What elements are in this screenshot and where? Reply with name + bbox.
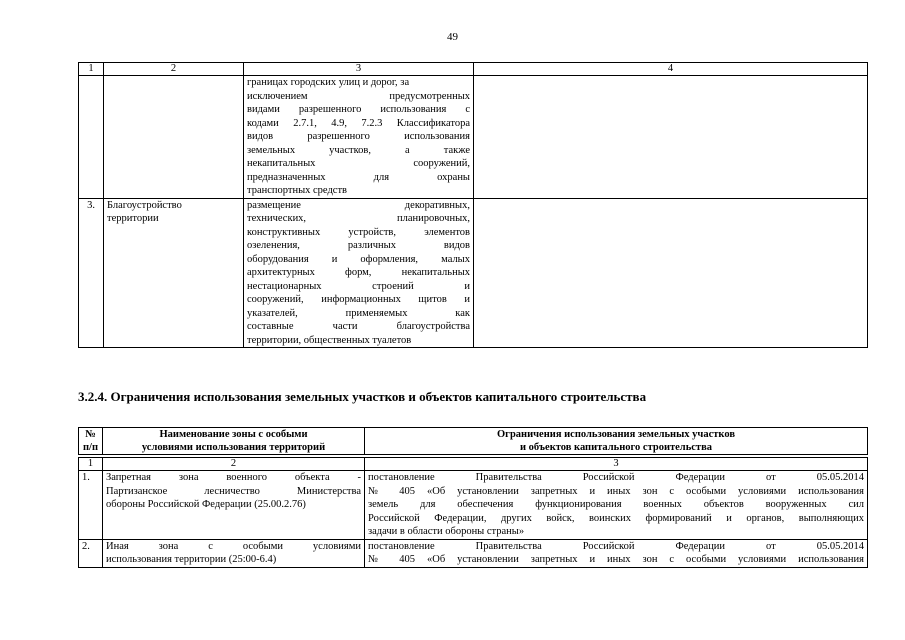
header-line: и объектов капитального строительства bbox=[520, 442, 712, 453]
description-line: территории, общественных туалетов bbox=[247, 334, 412, 346]
header-line: условиями использования территорий bbox=[141, 442, 326, 453]
use-type-extra bbox=[474, 76, 868, 199]
row-number bbox=[79, 76, 104, 199]
land-use-table bbox=[78, 62, 868, 348]
restriction-line: постановление Правительства Российской Федерации от 05.05.2014 bbox=[368, 540, 864, 552]
description-line: видами разрешенного использования с bbox=[247, 104, 470, 115]
table-row bbox=[79, 198, 868, 348]
description-line: озеленения, различных видов bbox=[247, 240, 470, 251]
description-line: некапитальных сооружений, bbox=[247, 158, 470, 169]
row-number: 2. bbox=[79, 539, 103, 567]
column-number-row bbox=[79, 63, 868, 76]
table-row bbox=[79, 471, 868, 540]
description-line: границах городских улиц и дорог, за bbox=[247, 77, 410, 88]
description-line: предназначенных для охраны bbox=[247, 171, 470, 183]
column-number-row bbox=[79, 458, 868, 471]
column-number: 4 bbox=[474, 63, 868, 76]
column-number: 3 bbox=[244, 63, 474, 76]
header-line: п/п bbox=[82, 442, 99, 453]
restriction-text bbox=[365, 471, 868, 540]
header-line: Ограничения использования земельных участков bbox=[497, 429, 735, 440]
description-line: видов разрешенного использования bbox=[247, 131, 470, 142]
table-row bbox=[79, 539, 868, 567]
restriction-line: Российской Федерации, других войск, воинских формирований и органов, выполняющих bbox=[368, 512, 864, 524]
description-line: исключением предусмотренных bbox=[247, 90, 470, 102]
name-line: территории bbox=[107, 213, 159, 224]
zone-line: Иная зона с особыми условиями bbox=[106, 540, 361, 552]
description-line: размещение декоративных, bbox=[247, 199, 470, 211]
column-number: 3 bbox=[365, 458, 868, 471]
name-line: Благоустройство bbox=[107, 199, 182, 211]
restriction-line: № 405 «Об установлении запретных и иных зон с особыми условиями использования bbox=[368, 554, 864, 565]
description-line: указателей, применяемых как bbox=[247, 307, 470, 319]
description-line: нестационарных строений и bbox=[247, 280, 470, 292]
use-type-name bbox=[104, 76, 244, 199]
row-number: 1. bbox=[79, 471, 103, 540]
column-number: 2 bbox=[103, 458, 365, 471]
zone-line: Запретная зона военного объекта - bbox=[106, 472, 361, 483]
restriction-line: задачи в области обороны страны» bbox=[368, 526, 525, 537]
description-line: сооружений, информационных щитов и bbox=[247, 294, 470, 305]
zone-restrictions-table bbox=[78, 427, 868, 568]
use-type-description bbox=[244, 198, 474, 348]
use-type-extra bbox=[474, 198, 868, 348]
restrictions-header bbox=[365, 428, 868, 455]
zone-name bbox=[103, 471, 365, 540]
description-line: архитектурных форм, некапитальных bbox=[247, 267, 470, 278]
column-number: 1 bbox=[79, 63, 104, 76]
description-line: оборудования и оформления, малых bbox=[247, 253, 470, 265]
header-line: № bbox=[85, 429, 96, 440]
row-number: 3. bbox=[79, 198, 104, 348]
zone-name-header bbox=[103, 428, 365, 455]
restriction-text bbox=[365, 539, 868, 567]
use-type-name bbox=[104, 198, 244, 348]
header-line: Наименование зоны с особыми bbox=[159, 429, 308, 440]
restriction-line: № 405 «Об установлении запретных и иных зон с особыми условиями использования bbox=[368, 485, 864, 497]
zone-name bbox=[103, 539, 365, 567]
description-line: конструктивных устройств, элементов bbox=[247, 226, 470, 238]
zone-line: использования территории (25:00-6.4) bbox=[106, 554, 277, 565]
column-number: 2 bbox=[104, 63, 244, 76]
column-number: 1 bbox=[79, 458, 103, 471]
num-header bbox=[79, 428, 103, 455]
description-line: кодами 2.7.1, 4.9, 7.2.3 Классификатора bbox=[247, 117, 470, 129]
page-number: 49 bbox=[447, 31, 458, 43]
use-type-description bbox=[244, 76, 474, 199]
description-line: земельных участков, а также bbox=[247, 144, 470, 156]
section-title: 3.2.4. Ограничения использования земельных участков и объектов капитального строительства bbox=[78, 389, 647, 404]
description-line: транспортных средств bbox=[247, 185, 348, 196]
description-line: технических, планировочных, bbox=[247, 213, 470, 224]
header-row bbox=[79, 428, 868, 455]
zone-line: Партизанское лесничество Министерства bbox=[106, 485, 361, 497]
restriction-line: земель для обеспечения функционирования военных объектов вооруженных сил bbox=[368, 499, 864, 510]
restriction-line: постановление Правительства Российской Федерации от 05.05.2014 bbox=[368, 472, 864, 483]
description-line: составные части благоустройства bbox=[247, 321, 470, 332]
zone-line: обороны Российской Федерации (25.00.2.76) bbox=[106, 499, 306, 510]
table-row bbox=[79, 76, 868, 199]
